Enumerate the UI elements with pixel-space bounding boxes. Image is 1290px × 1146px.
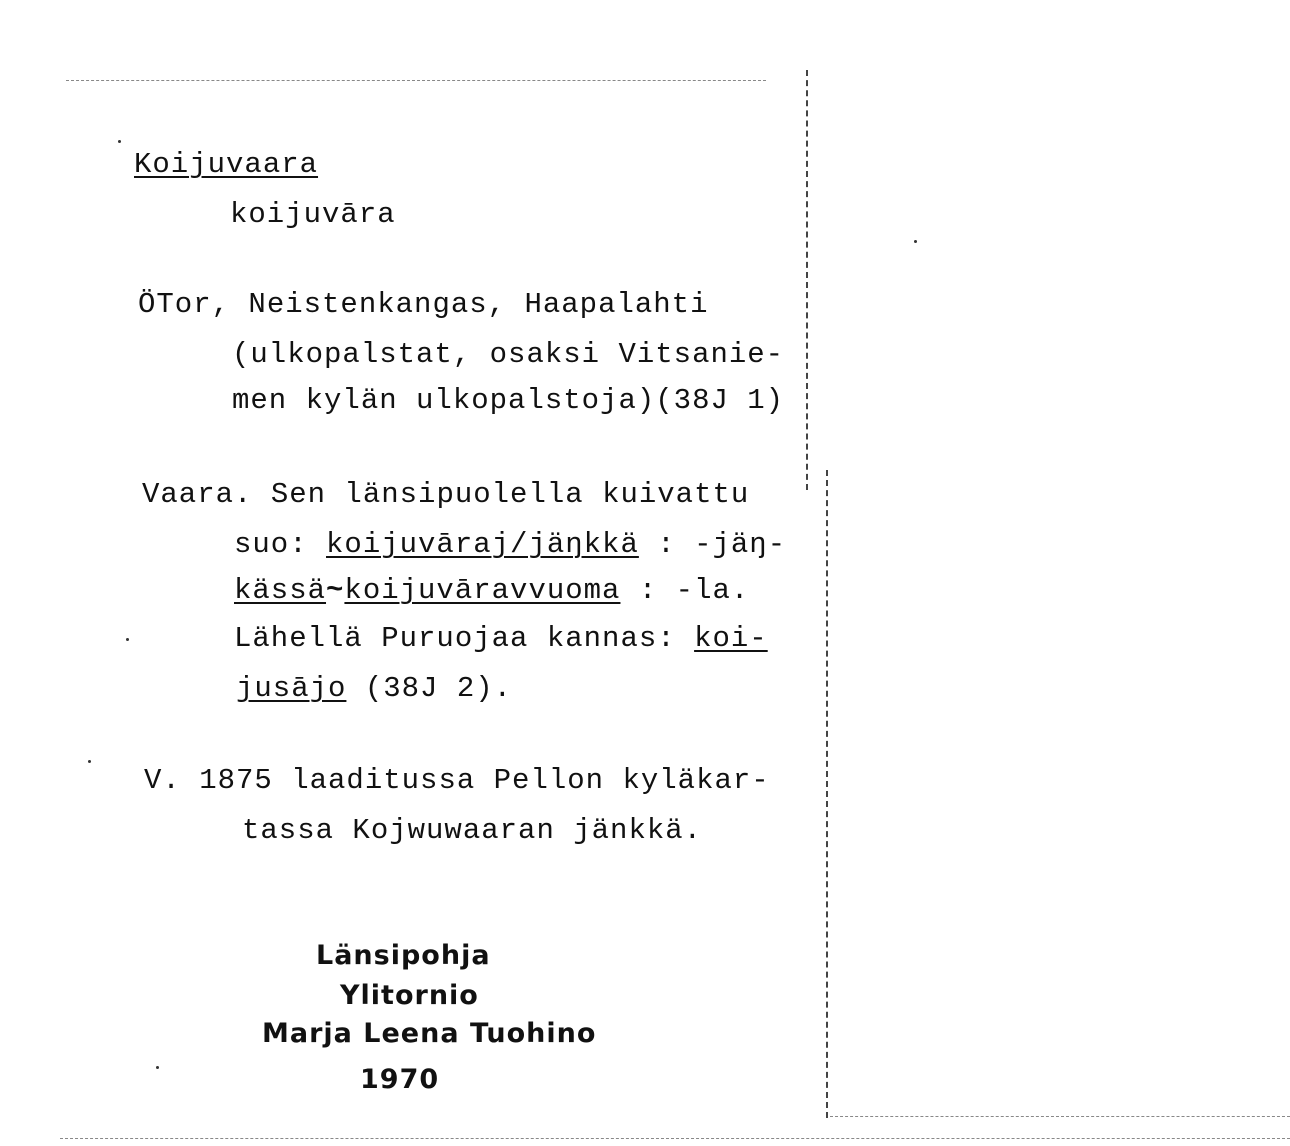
- speck: [156, 1066, 159, 1069]
- stamp-collector: Marja Leena Tuohino: [262, 1018, 597, 1049]
- pronunciation: koijuvāra: [230, 198, 396, 231]
- stamp-parish: Ylitornio: [340, 980, 479, 1011]
- speck: [126, 638, 129, 641]
- place-name-form-3b: jusājo: [236, 672, 347, 705]
- bottom-edge-line-right: [830, 1116, 1290, 1117]
- alternation-tilde: ~: [326, 574, 345, 607]
- description-line-3: [234, 576, 749, 605]
- bottom-edge-line: [60, 1138, 1290, 1139]
- place-name-form-1: koijuvāraj/jäŋkkä: [326, 528, 639, 561]
- speck: [118, 140, 121, 143]
- location-line-1: ÖTor, Neistenkangas, Haapalahti: [138, 288, 709, 321]
- place-name-form-2a: kässä: [234, 574, 327, 607]
- description-line-2-prefix: suo:: [234, 528, 327, 561]
- card-right-edge-lower: [826, 470, 828, 1118]
- description-line-1: Vaara. Sen länsipuolella kuivattu: [142, 478, 750, 511]
- speck: [88, 760, 91, 763]
- location-line-3: men kylän ulkopalstoja)(38J 1): [232, 384, 785, 417]
- description-line-5-suffix: (38J 2).: [346, 672, 513, 705]
- headword: Koijuvaara: [134, 148, 319, 181]
- description-line-4-prefix: Lähellä Puruojaa kannas:: [234, 622, 695, 655]
- history-line-2: tassa Kojwuwaaran jänkkä.: [242, 814, 703, 847]
- description-line-2-suffix: : -jäŋ-: [638, 528, 787, 561]
- stamp-region: Länsipohja: [316, 940, 491, 971]
- card-right-edge: [806, 70, 808, 490]
- place-name-form-3a: koi-: [694, 622, 768, 655]
- description-line-3-suffix: : -la.: [620, 574, 750, 607]
- stamp-year: 1970: [360, 1064, 440, 1095]
- description-line-2: [234, 530, 786, 559]
- speck: [914, 240, 917, 243]
- history-line-1: V. 1875 laaditussa Pellon kyläkar-: [144, 764, 770, 797]
- description-line-5: [236, 674, 512, 703]
- description-line-4: [234, 624, 768, 653]
- location-line-2: (ulkopalstat, osaksi Vitsanie-: [232, 338, 785, 371]
- top-edge-line: [66, 80, 766, 81]
- place-name-form-2b: koijuvāravvuoma: [344, 574, 621, 607]
